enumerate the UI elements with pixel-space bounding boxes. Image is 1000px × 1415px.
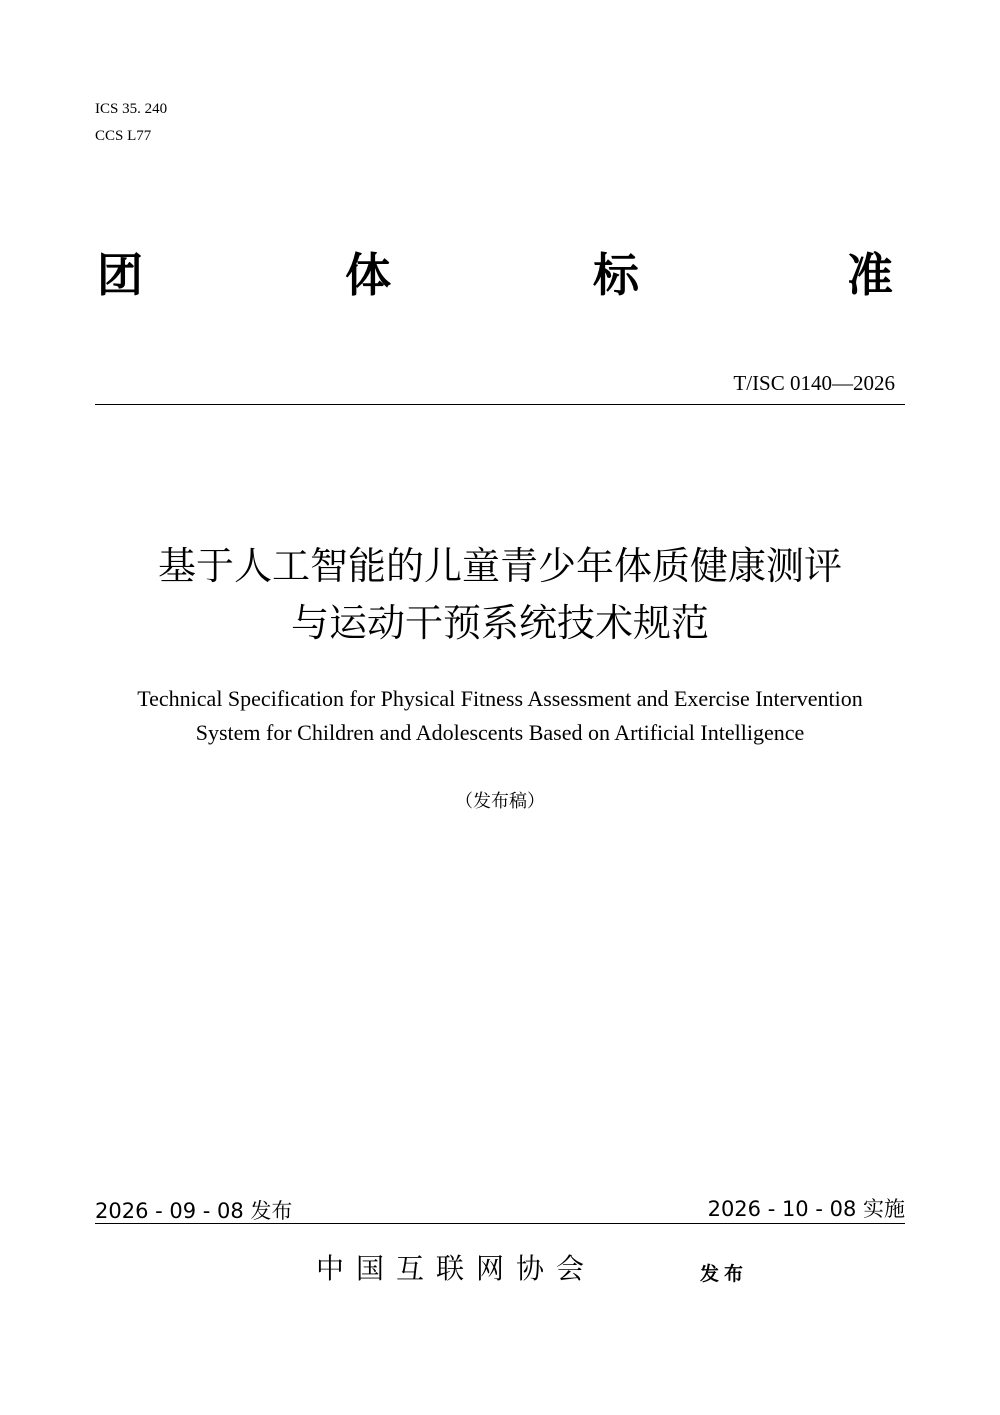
standard-type-char-4: 准	[847, 248, 893, 302]
issue-date: 2026 - 09 - 08 发布	[95, 1199, 293, 1223]
standard-type-char-1: 团	[97, 248, 143, 302]
header-divider	[95, 404, 905, 405]
title-cn-line-1: 基于人工智能的儿童青少年体质健康测评	[157, 544, 842, 588]
standard-type-char-2: 体	[345, 248, 391, 302]
draft-status: （发布稿）	[455, 791, 545, 812]
footer-divider	[95, 1223, 905, 1224]
standard-number: T/ISC 0140—2026	[733, 371, 895, 395]
implementation-date: 2026 - 10 - 08 实施	[707, 1197, 905, 1221]
standard-type-char-3: 标	[593, 248, 639, 302]
title-en-line-2: System for Children and Adolescents Based on Artificial Intelligence	[195, 720, 805, 745]
title-cn-line-2: 与运动干预系统技术规范	[290, 601, 709, 645]
ccs-code: CCS L77	[95, 128, 152, 144]
title-en-line-1: Technical Specification for Physical Fitness Assessment and Exercise Intervention	[137, 686, 863, 711]
publish-label: 发布	[700, 1263, 749, 1285]
publisher-name: 中国互联网协会	[316, 1252, 597, 1285]
ics-code: ICS 35. 240	[95, 101, 168, 117]
